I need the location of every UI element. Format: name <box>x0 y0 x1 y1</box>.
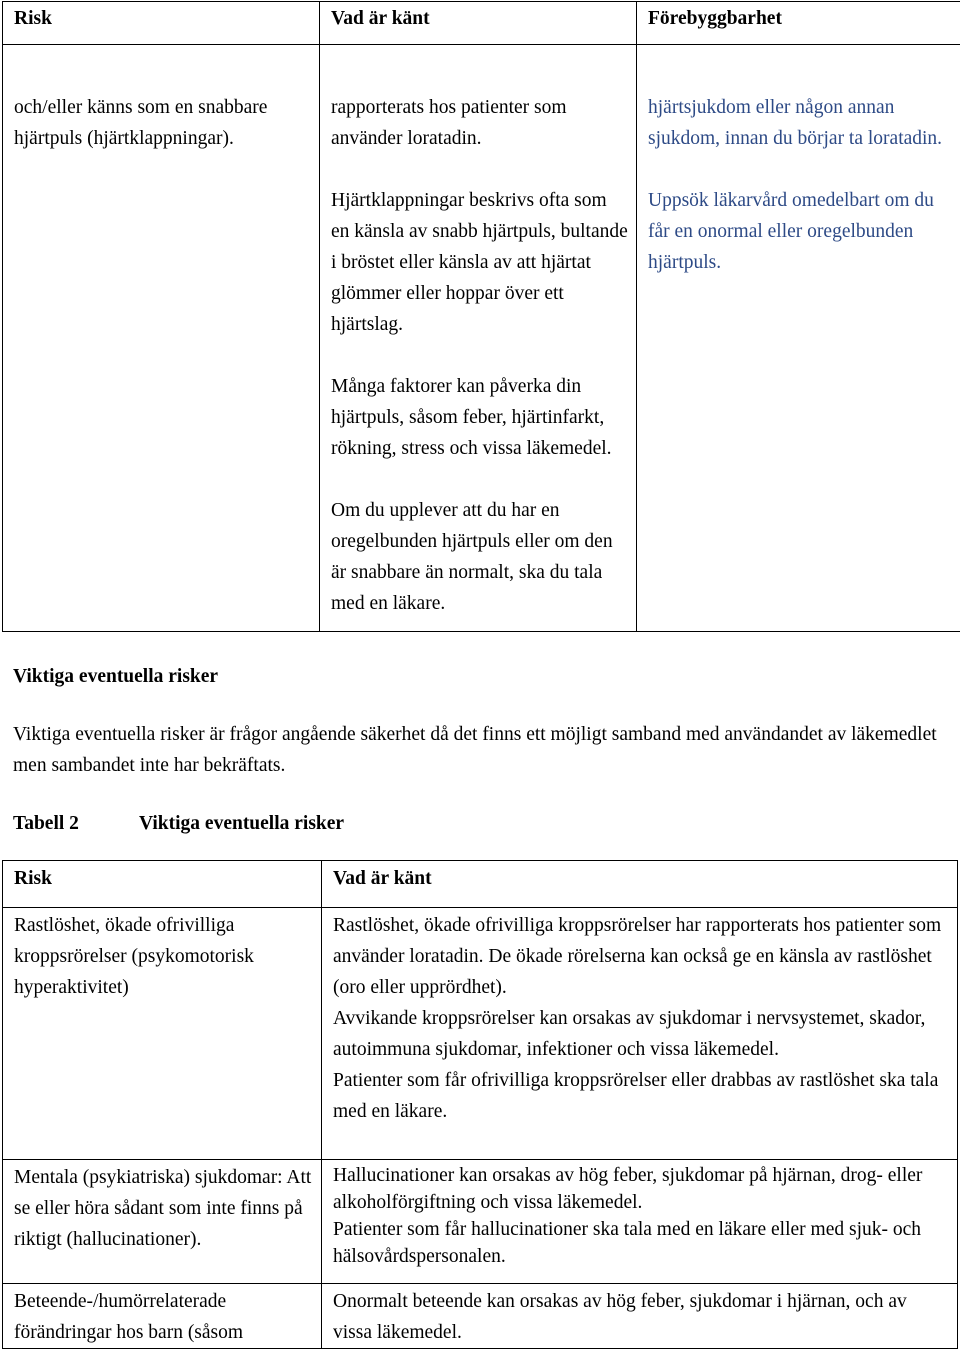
known-paragraph: Om du upplever att du har en oregelbunden hjärtpuls eller om den är snabbare än normalt, ska du tala med en läkare. <box>331 495 628 619</box>
table-caption <box>13 808 344 839</box>
known-paragraph: Hallucinationer kan orsakas av hög feber, sjukdomar på hjärnan, drog- eller alkoholförgiftning och vissa läkemedel. <box>333 1162 949 1216</box>
header-known: Vad är känt <box>320 2 637 45</box>
known-paragraph: Patienter som får ofrivilliga kroppsrörelser eller drabbas av rastlöshet ska tala med en läkare. <box>333 1065 949 1127</box>
caption-number: Tabell 2 <box>13 808 139 839</box>
table-row <box>3 908 958 1160</box>
known-paragraph: Rastlöshet, ökade ofrivilliga kroppsrörelser har rapporterats hos patienter som använder loratadin. De ökade rörelserna kan också ge en känsla av rastlöshet (oro eller upprördhet). <box>333 910 949 1003</box>
section-paragraph: Viktiga eventuella risker är frågor angående säkerhet då det finns ett möjligt samband med användandet av läkemedlet men sambandet inte har bekräftats. <box>13 719 948 781</box>
header-risk: Risk <box>3 2 320 45</box>
risk-table-continued <box>2 1 960 632</box>
caption-title: Viktiga eventuella risker <box>139 813 344 834</box>
known-paragraph: Många faktorer kan påverka din hjärtpuls, såsom feber, hjärtinfarkt, rökning, stress och vissa läkemedel. <box>331 371 628 464</box>
risk-cell <box>3 45 320 632</box>
preventability-cell <box>637 45 960 632</box>
table-row <box>3 1284 958 1349</box>
known-cell <box>322 908 958 1160</box>
known-cell <box>322 1284 958 1349</box>
table-row <box>3 1160 958 1284</box>
preventability-paragraph: Uppsök läkarvård omedelbart om du får en onormal eller oregelbunden hjärtpuls. <box>648 185 958 278</box>
known-paragraph: Patienter som får hallucinationer ska tala med en läkare eller med sjuk- och hälsovårdspersonalen. <box>333 1216 949 1270</box>
header-risk: Risk <box>3 861 322 908</box>
risk-cell: Mentala (psykiatriska) sjukdomar: Att se eller höra sådant som inte finns på riktigt (hallucinationer). <box>3 1160 322 1284</box>
known-cell <box>320 45 637 632</box>
header-known: Vad är känt <box>322 861 958 908</box>
table-header-row <box>3 2 960 45</box>
preventability-paragraph: hjärtsjukdom eller någon annan sjukdom, innan du börjar ta loratadin. <box>648 92 958 154</box>
known-paragraph: Onormalt beteende kan orsakas av hög feber, sjukdomar i hjärnan, och av vissa läkemedel. <box>333 1286 949 1348</box>
risk-text: och/eller känns som en snabbare hjärtpuls (hjärtklappningar). <box>14 92 311 154</box>
risk-cell: Rastlöshet, ökade ofrivilliga kroppsrörelser (psykomotorisk hyperaktivitet) <box>3 908 322 1160</box>
known-paragraph: Avvikande kroppsrörelser kan orsakas av sjukdomar i nervsystemet, skador, autoimmuna sjukdomar, infektioner och vissa läkemedel. <box>333 1003 949 1065</box>
known-cell <box>322 1160 958 1284</box>
table-row <box>3 45 960 632</box>
risk-cell: Beteende-/humörrelaterade förändringar hos barn (såsom <box>3 1284 322 1349</box>
potential-risks-table <box>2 860 958 1349</box>
known-paragraph: Hjärtklappningar beskrivs ofta som en känsla av snabb hjärtpuls, bultande i bröstet eller känsla av att hjärtat glömmer eller hoppar över ett hjärtslag. <box>331 185 628 340</box>
table-header-row <box>3 861 958 908</box>
known-paragraph: rapporterats hos patienter som använder loratadin. <box>331 92 628 154</box>
header-preventability: Förebyggbarhet <box>637 2 960 45</box>
section-heading: Viktiga eventuella risker <box>13 661 218 692</box>
